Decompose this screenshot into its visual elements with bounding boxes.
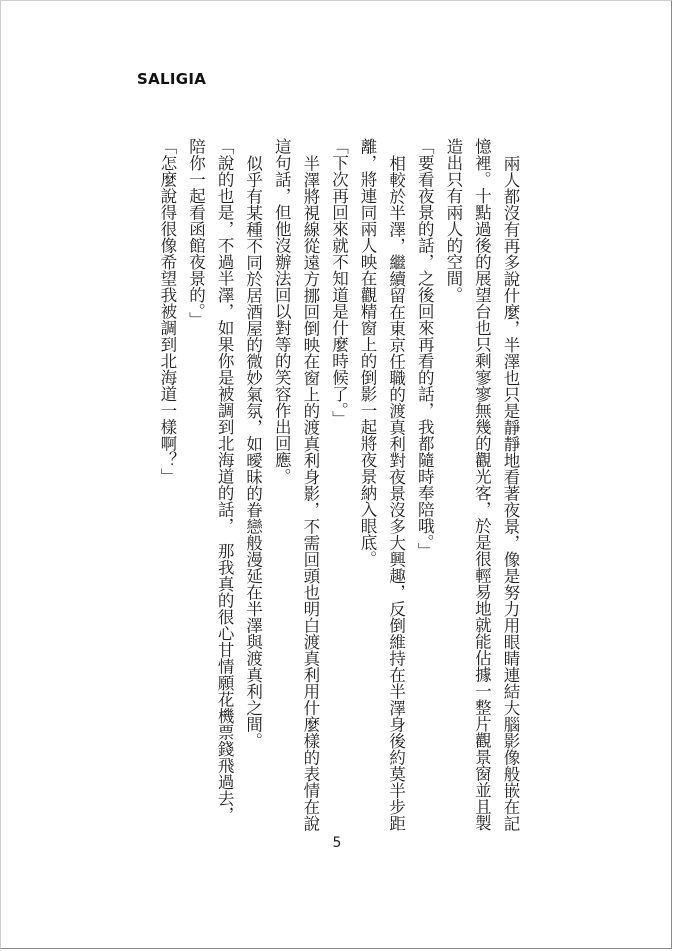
page-number: 5 <box>332 835 342 851</box>
paragraph-6: 似乎有某種不同於居酒屋的微妙氣氛，如曖昧的眷戀般漫延在半澤與渡真利之間。 <box>243 154 263 749</box>
running-header-title: SALIGIA <box>137 70 207 88</box>
paragraph-5: 半澤將視線從遠方挪回倒映在窗上的渡真利身影，不需回頭也明白渡真利用什麼樣的表情在說這句話，但他沒辦法回以對等的笑容作出回應。 <box>272 138 320 831</box>
paragraph-7: 「說的也是，不過半澤，如果你是被調到北海道的話， 那我真的很心甘情願花機票錢飛過去，陪你一起看函館夜景的。」 <box>186 138 235 823</box>
paragraph-8: 「怎麼說得很像希望我被調到北海道一樣啊？」 <box>157 138 177 485</box>
paragraph-4: 「下次再回來就不知道是什麼時候了。」 <box>329 138 349 427</box>
paragraph-2: 「要看夜景的話，之後回來再看的話，我都隨時奉陪哦。」 <box>415 138 435 559</box>
paragraph-1: 兩人都沒有再多說什麼，半澤也只是靜靜地看著夜景，像是努力用眼睛連結大腦影像般嵌在記憶裡。十點過後的展望台也只剩寥寥無幾的觀光客，於是很輕易地就能佔據一整片觀景窗並且製造出只有兩人的空間。 <box>443 138 520 831</box>
vertical-text-body <box>152 138 524 838</box>
paragraph-3: 相較於半澤，繼續留在東京任職的渡真利對夜景沒多大興趣，反倒維持在半澤身後約莫半步距離，將連同兩人映在觀精窗上的倒影一起將夜景納入眼底。 <box>358 138 406 831</box>
